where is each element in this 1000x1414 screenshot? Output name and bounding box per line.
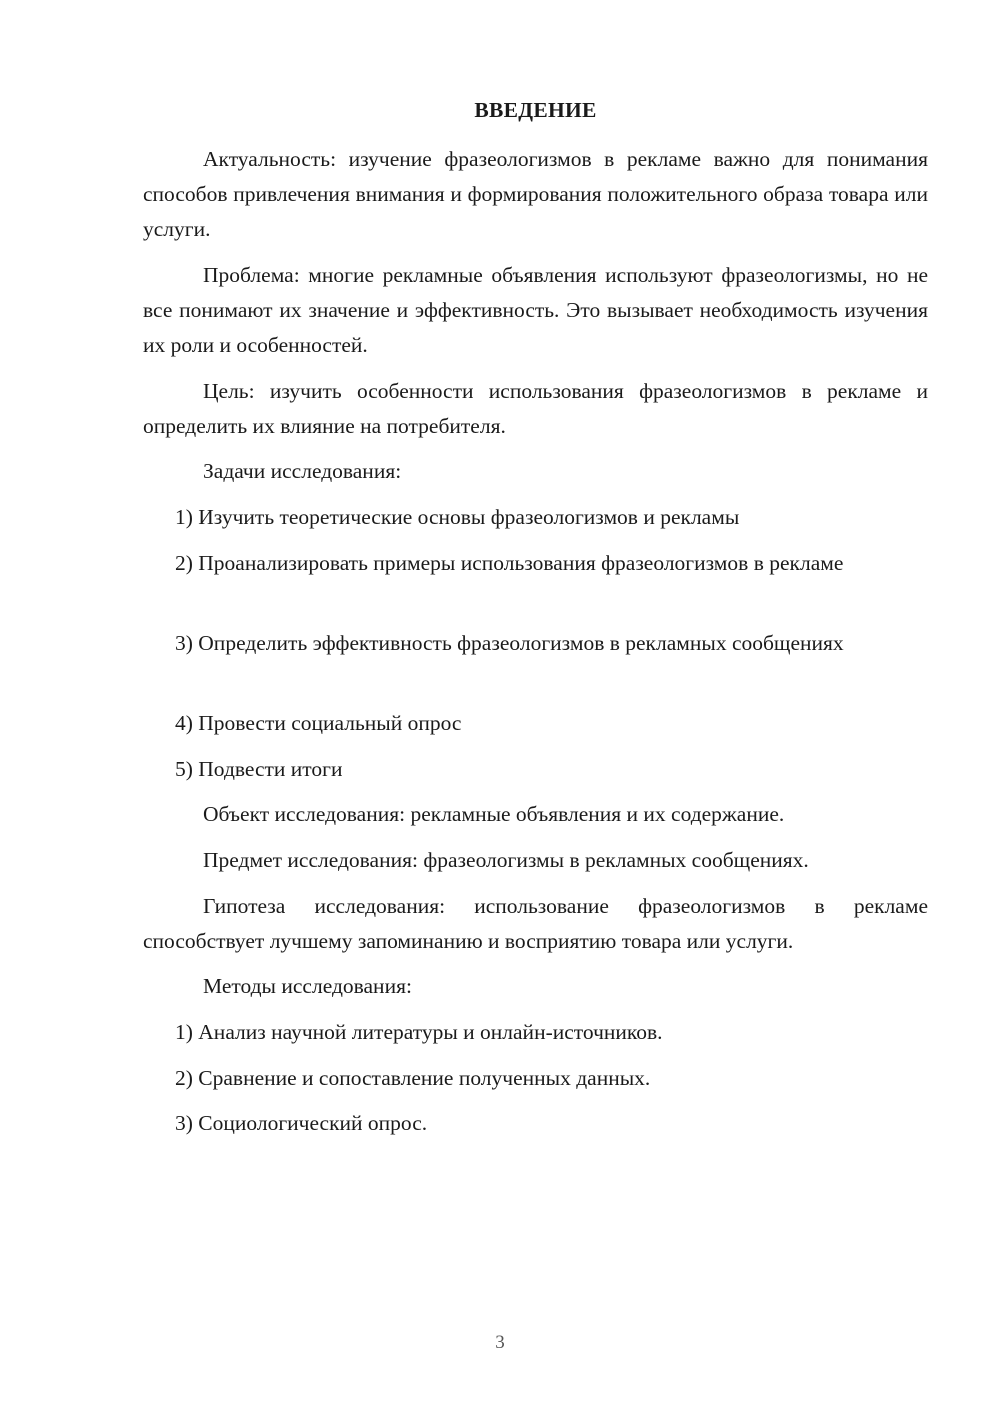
page-number: 3 (495, 1332, 505, 1353)
method-item-3: 3) Социологический опрос. (175, 1111, 428, 1135)
subject-paragraph: Предмет исследования: фразеологизмы в рекламных сообщениях. (203, 848, 809, 872)
page-title: ВВЕДЕНИЕ (474, 98, 597, 122)
method-item-1: 1) Анализ научной литературы и онлайн-источников. (175, 1020, 663, 1044)
task-item-5: 5) Подвести итоги (175, 757, 343, 781)
tasks-heading: Задачи исследования: (203, 459, 402, 483)
methods-heading: Методы исследования: (203, 974, 412, 998)
document-page (143, 0, 928, 1414)
relevance-paragraph: Актуальность: изучение фразеологизмов в рекламе важно для понимания способов привлечения внимания и формирования положительного образа товара или услуги. (143, 147, 928, 241)
problem-paragraph: Проблема: многие рекламные объявления используют фразеологизмы, но не все понимают их значение и эффективность. Это вызывает необходимость изучения их роли и особенностей. (143, 263, 928, 357)
hypothesis-paragraph: Гипотеза исследования: использование фразеологизмов в рекламе способствует лучшему запоминанию и восприятию товара или услуги. (143, 894, 928, 953)
task-item-1: 1) Изучить теоретические основы фразеологизмов и рекламы (175, 505, 740, 529)
object-paragraph: Объект исследования: рекламные объявления и их содержание. (203, 802, 785, 826)
method-item-2: 2) Сравнение и сопоставление полученных данных. (175, 1066, 651, 1090)
task-item-4: 4) Провести социальный опрос (175, 711, 462, 735)
task-item-3: 3) Определить эффективность фразеологизмов в рекламных сообщениях (175, 631, 844, 655)
task-item-2: 2) Проанализировать примеры использования фразеологизмов в рекламе (175, 551, 844, 575)
goal-paragraph: Цель: изучить особенности использования фразеологизмов в рекламе и определить их влияние на потребителя. (143, 379, 928, 438)
